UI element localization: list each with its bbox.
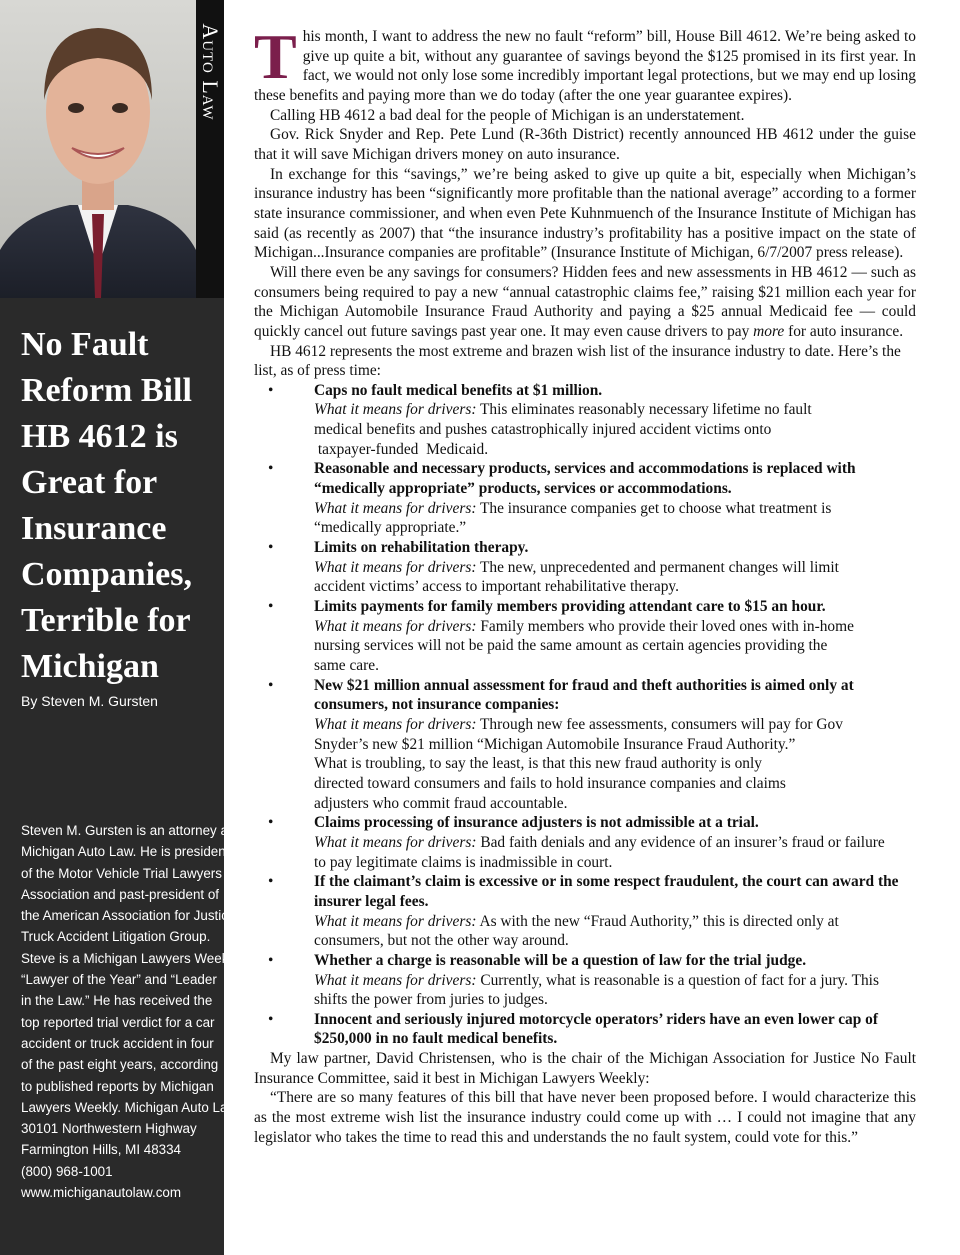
bio-line: of the past eight years, according: [21, 1057, 219, 1073]
drop-cap: T: [254, 21, 297, 92]
list-item: • Innocent and seriously injured motorcycle operators’ riders have an even lower cap of $250,000 in no fault medical benefits.: [254, 1010, 916, 1049]
headline: [21, 322, 221, 690]
headline-line: Great for: [21, 464, 158, 501]
article-body: [254, 21, 916, 1147]
intro-paragraph: This month, I want to address the new no fault “reform” bill, House Bill 4612. We’re being asked to give up quite a bit, without any guarantee of savings beyond the $125 promised in its first year. In fact, we would not only lose some incredibly important legal protections, but we may end up losing these benefits and paying more than we do today (after the one year guarantee expires).: [254, 21, 916, 104]
bio-line: Steven M. Gursten is an attorney at: [21, 823, 232, 838]
bio-line: in the Law.” He has received the: [21, 993, 213, 1009]
bio-line: “Lawyer of the Year” and “Leader: [21, 972, 217, 988]
headline-line: Companies,: [21, 556, 192, 593]
list-item: • Claims processing of insurance adjusters is not admissible at a trial. What it means for drivers: Bad faith denials and any evidence of an insurer’s fraud or failure to pay legitimate claims is inadmissible in court.: [254, 813, 916, 872]
paragraph: In exchange for this “savings,” we’re being asked to give up quite a bit, especially when Michigan’s insurance industry has been “significantly more profitable than the national average” according to a former state insurance commissioner, and when even Pete Kuhnmuench of the Insurance Institute of Michigan has said (as recently as 2007) that “the insurance industry’s profitability has a positive impact on the state of Michigan...Insurance companies are profitable” (Insurance Institute of Michigan, 6/7/2007 press release).: [254, 165, 916, 262]
headline-line: Terrible for: [21, 602, 191, 639]
bio-address: 30101 Northwestern Highway: [21, 1121, 197, 1137]
list-item: • Whether a charge is reasonable will be a question of law for the trial judge. What it means for drivers: Currently, what is reasonable is a question of fact for a jury. This shifts the power from juries to judges.: [254, 951, 916, 1010]
bio-line: to published reports by Michigan: [21, 1078, 214, 1094]
bio-line: Truck Accident Litigation Group.: [21, 929, 211, 945]
bio-line: accident or truck accident in four: [21, 1035, 214, 1051]
paragraph: Will there even be any savings for consumers? Hidden fees and new assessments in HB 4612 — such as consumers being required to pay a new “annual catastrophic claims fee,” raising $21 million each year for the Michigan Automobile Insurance Fraud Authority and paying a $25 annual Medicaid fee — could quickly cancel out future savings past year one. It may even cause drivers to pay more for auto insurance.: [254, 263, 916, 340]
headline-line: Insurance: [21, 510, 167, 547]
list-item: • Limits on rehabilitation therapy. What it means for drivers: The new, unprecedented and permanent changes will limit accident victims’ access to important rehabilitative therapy.: [254, 538, 916, 597]
list-item: • If the claimant’s claim is excessive or in some respect fraudulent, the court can award the insurer legal fees. What it means for drivers: As with the new “Fraud Authority,” this is directed only at consumers, but not the other way around.: [254, 872, 916, 951]
paragraph: Calling HB 4612 a bad deal for the people of Michigan is an understatement.: [270, 106, 745, 124]
quote-paragraph: “There are so many features of this bill that have never been proposed before. I would characterize this as the most extreme wish list the insurance industry could come up with … I could not imagine that any legislator who takes the time to read this and understands the no fault system, could vote for this.”: [254, 1089, 916, 1146]
bio-city: Farmington Hills, MI 48334: [21, 1142, 182, 1158]
headline-line: Michigan: [21, 648, 159, 685]
list-item: • Limits payments for family members providing attendant care to $15 an hour. What it means for drivers: Family members who provide their loved ones with in-home nursing services will not be paid the same amount as certain agencies providing the same care.: [254, 597, 916, 676]
section-tab: [196, 0, 224, 298]
bio-line: Lawyers Weekly. Michigan Auto Law: [21, 1099, 238, 1115]
bio-line: Association and past-president of: [21, 886, 220, 902]
bio-line: of the Motor Vehicle Trial Lawyers: [21, 865, 222, 881]
headline-line: HB 4612 is: [21, 418, 178, 455]
wish-list: [254, 381, 916, 1049]
paragraph: Gov. Rick Snyder and Rep. Pete Lund (R-36th District) recently announced HB 4612 under the guise that it will save Michigan drivers money on auto insurance.: [254, 126, 916, 163]
bio-line: top reported trial verdict for a car: [21, 1014, 215, 1030]
list-item: • Caps no fault medical benefits at $1 million. What it means for drivers: This eliminates reasonably necessary lifetime no fault medical benefits and pushes catastrophically injured accident victims onto taxpayer-funded Medicaid.: [254, 381, 916, 460]
author-bio: [21, 820, 239, 1203]
bio-line: Michigan Auto Law. He is president: [21, 844, 230, 860]
bio-website: www.michiganautolaw.com: [21, 1185, 182, 1201]
byline: By Steven M. Gursten: [21, 693, 158, 709]
bio-line: the American Association for Justice: [21, 908, 236, 924]
list-item: • New $21 million annual assessment for fraud and theft authorities is aimed only at consumers, not insurance companies: What it means for drivers: Through new fee assessments, consumers will pay for Gov Snyder’s new $21 million “Michigan Automobile Insurance Fraud Authority.” What is troubling, to say the least, is that this new fraud authority is only directed toward consumers and fails to hold insurance companies and claims adjusters who commit fraud accountable.: [254, 676, 916, 814]
author-photo: [0, 0, 196, 298]
headline-line: Reform Bill: [21, 372, 192, 409]
paragraph: My law partner, David Christensen, who is the chair of the Michigan Association for Justice No Fault Insurance Committee, said it best in Michigan Lawyers Weekly:: [254, 1050, 916, 1087]
paragraph: HB 4612 represents the most extreme and brazen wish list of the insurance industry to date. Here’s the list, as of press time:: [254, 342, 901, 380]
section-label: Auto Law: [198, 23, 223, 121]
sidebar: [0, 0, 239, 1255]
list-item: • Reasonable and necessary products, services and accommodations is replaced with “medically appropriate” products, services or accommodations. What it means for drivers: The insurance companies get to choose what treatment is “medically appropriate.”: [254, 459, 916, 538]
headline-line: No Fault: [21, 326, 149, 363]
bio-line: Steve is a Michigan Lawyers Weekly: [21, 950, 239, 966]
bio-phone: (800) 968-1001: [21, 1163, 113, 1179]
